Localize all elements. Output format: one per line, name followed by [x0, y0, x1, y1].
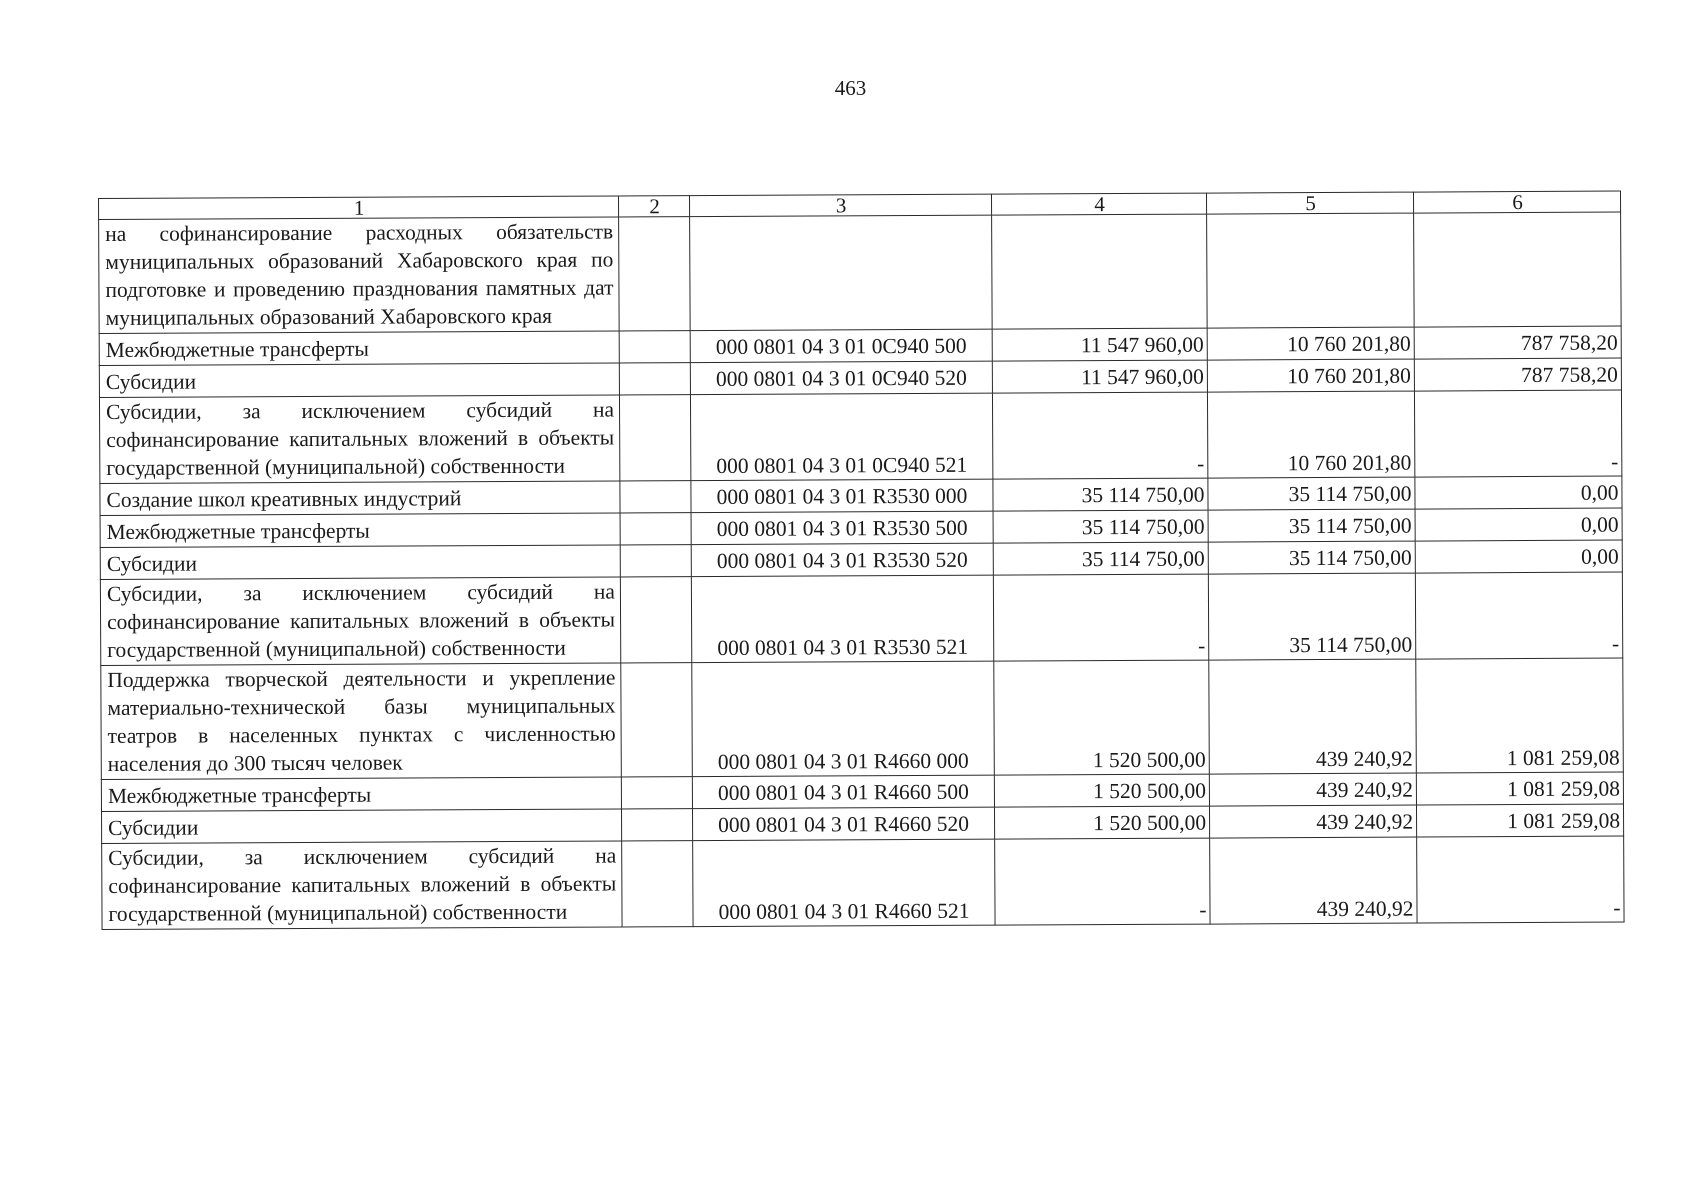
- row-code: 000 0801 04 3 01 R3530 500: [691, 511, 993, 544]
- row-name: Поддержка творческой деятельности и укрепление материально-технической базы муниципальных театров в населенных пунктах с численностью населения до 300 тысяч человек: [101, 663, 622, 780]
- row-name: Субсидии: [100, 545, 620, 580]
- row-value-4: 35 114 750,00: [993, 510, 1208, 543]
- budget-table: [98, 191, 1625, 930]
- row-value-6: -: [1414, 390, 1621, 477]
- row-value-4: -: [993, 574, 1208, 661]
- table-row: [99, 212, 1622, 333]
- page-number: 463: [834, 76, 867, 100]
- row-value-4: 35 114 750,00: [993, 478, 1208, 511]
- row-value-5: 439 240,92: [1209, 773, 1416, 806]
- row-col2: [620, 545, 691, 577]
- row-value-6: 0,00: [1415, 508, 1622, 541]
- row-code: 000 0801 04 3 01 0С940 500: [690, 329, 992, 362]
- table-body: [99, 212, 1624, 929]
- row-code: 000 0801 04 3 01 R3530 000: [691, 479, 993, 512]
- row-value-6: -: [1417, 836, 1624, 923]
- row-code: 000 0801 04 3 01 0С940 520: [690, 361, 992, 394]
- row-value-4: -: [992, 392, 1207, 479]
- row-value-4: 1 520 500,00: [994, 806, 1209, 839]
- row-value-5: 10 760 201,80: [1207, 391, 1414, 478]
- column-header: 1: [99, 196, 619, 220]
- table-row: [101, 658, 1624, 779]
- row-value-5: 439 240,92: [1210, 837, 1417, 924]
- row-value-5: [1207, 213, 1415, 328]
- row-name: на софинансирование расходных обязательств муниципальных образований Хабаровского края по подготовке и проведению празднования памятных дат муниципальных образований Хабаровского края: [99, 217, 620, 334]
- row-value-6: 0,00: [1415, 476, 1622, 509]
- row-value-4: 11 547 960,00: [992, 328, 1207, 361]
- row-value-5: 35 114 750,00: [1208, 477, 1415, 510]
- row-col2: [619, 217, 691, 331]
- row-name: Межбюджетные трансферты: [100, 513, 620, 548]
- row-code: 000 0801 04 3 01 0С940 521: [690, 393, 992, 480]
- row-value-4: 11 547 960,00: [992, 360, 1207, 393]
- row-col2: [620, 577, 691, 663]
- table-row: [100, 572, 1622, 665]
- row-value-5: 10 760 201,80: [1207, 359, 1414, 392]
- row-col2: [619, 331, 690, 363]
- row-value-5: 35 114 750,00: [1208, 541, 1415, 574]
- row-name: Субсидии, за исключением субсидий на софинансирование капитальных вложений в объекты государственной (муниципальной) собственности: [102, 841, 622, 930]
- row-name: Субсидии: [101, 809, 621, 844]
- row-value-6: 0,00: [1415, 540, 1622, 573]
- row-code: 000 0801 04 3 01 R3530 521: [691, 575, 993, 662]
- row-value-6: 1 081 259,08: [1416, 658, 1624, 773]
- row-value-4: 1 520 500,00: [994, 660, 1210, 775]
- row-col2: [621, 809, 692, 841]
- row-value-6: [1414, 212, 1622, 327]
- row-col2: [620, 513, 691, 545]
- row-col2: [621, 777, 692, 809]
- row-name: Субсидии: [99, 363, 619, 398]
- budget-table-container: [98, 191, 1624, 930]
- row-code: 000 0801 04 3 01 R4660 520: [692, 807, 994, 840]
- row-name: Субсидии, за исключением субсидий на софинансирование капитальных вложений в объекты государственной (муниципальной) собственности: [100, 577, 620, 666]
- row-col2: [620, 481, 691, 513]
- row-col2: [622, 841, 693, 927]
- column-header: 3: [689, 194, 991, 216]
- row-col2: [619, 363, 690, 395]
- row-value-5: 10 760 201,80: [1207, 327, 1414, 360]
- row-name: Межбюджетные трансферты: [99, 331, 619, 366]
- row-value-5: 35 114 750,00: [1208, 509, 1415, 542]
- row-col2: [619, 395, 690, 481]
- column-header: 2: [618, 196, 689, 217]
- column-header: 5: [1206, 192, 1413, 214]
- row-value-6: -: [1415, 572, 1622, 659]
- row-col2: [621, 663, 693, 777]
- row-code: 000 0801 04 3 01 R4660 500: [692, 775, 994, 808]
- row-name: Межбюджетные трансферты: [101, 777, 621, 812]
- row-value-5: 35 114 750,00: [1208, 573, 1415, 660]
- row-value-4: -: [995, 838, 1210, 925]
- table-row: [99, 390, 1621, 483]
- row-value-4: 1 520 500,00: [994, 774, 1209, 807]
- row-code: 000 0801 04 3 01 R3530 520: [691, 543, 993, 576]
- row-value-6: 787 758,20: [1414, 358, 1621, 391]
- row-value-6: 787 758,20: [1414, 326, 1621, 359]
- row-name: Субсидии, за исключением субсидий на софинансирование капитальных вложений в объекты государственной (муниципальной) собственности: [99, 395, 619, 484]
- row-value-4: 35 114 750,00: [993, 542, 1208, 575]
- column-header: 6: [1413, 191, 1620, 213]
- row-code: [690, 215, 993, 330]
- row-value-6: 1 081 259,08: [1416, 772, 1623, 805]
- row-value-5: 439 240,92: [1209, 805, 1416, 838]
- row-code: 000 0801 04 3 01 R4660 000: [692, 661, 995, 776]
- row-name: Создание школ креативных индустрий: [100, 481, 620, 516]
- row-value-4: [992, 214, 1208, 329]
- row-code: 000 0801 04 3 01 R4660 521: [693, 839, 995, 926]
- table-row: [102, 836, 1624, 929]
- row-value-6: 1 081 259,08: [1416, 804, 1623, 837]
- row-value-5: 439 240,92: [1209, 659, 1417, 774]
- column-header: 4: [991, 193, 1206, 215]
